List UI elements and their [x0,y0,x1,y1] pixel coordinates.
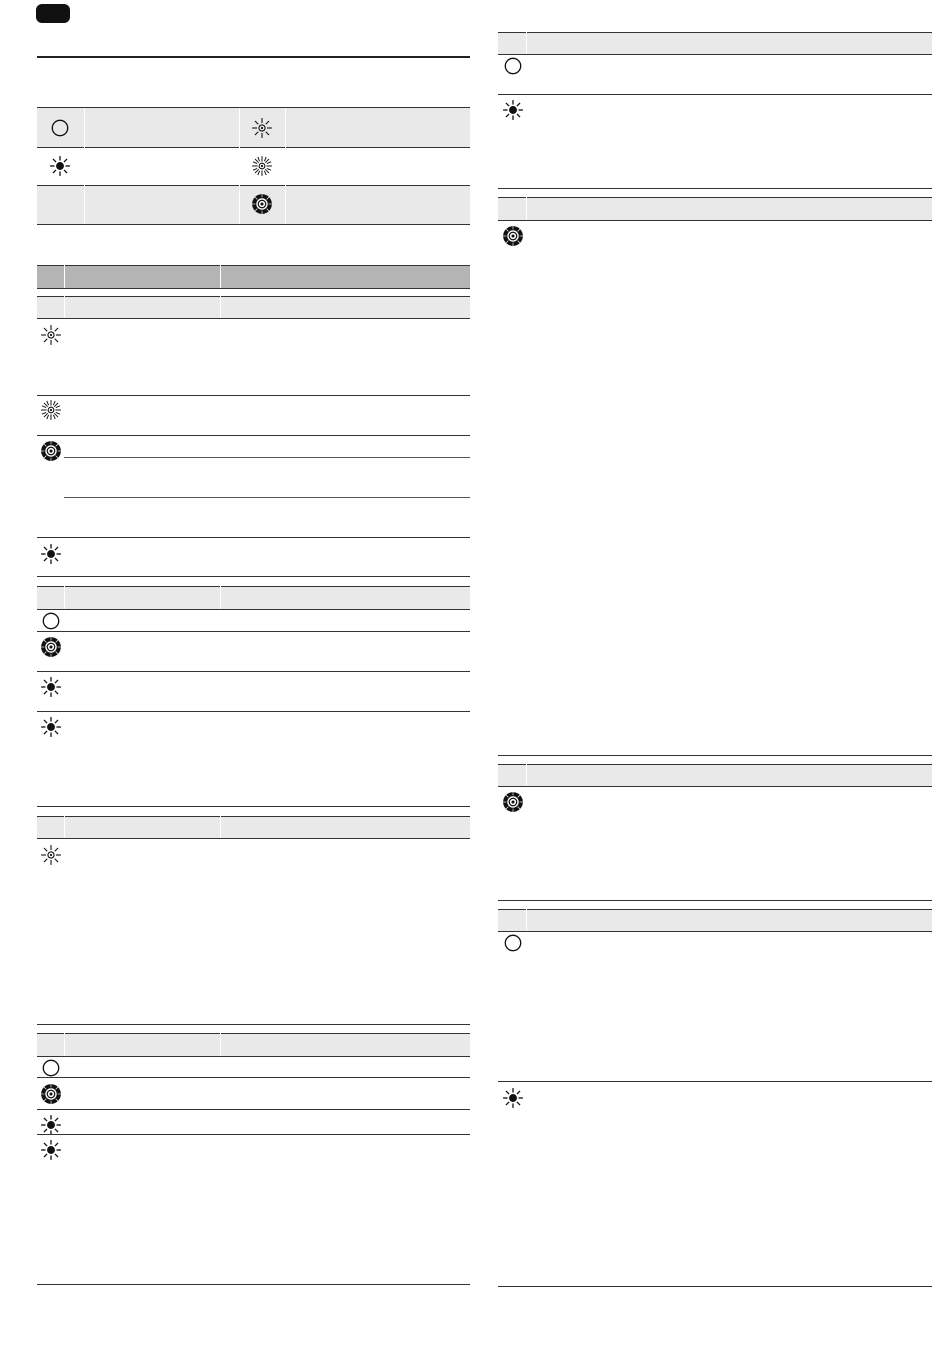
divider [498,786,932,787]
led-off-icon [40,610,62,632]
led-on-icon [40,543,62,565]
led-flicker-icon [40,1083,62,1105]
section-band [498,909,932,931]
section-col-divider [64,586,65,609]
legend-col-divider [239,108,240,224]
led-slow-blink-icon [40,324,62,346]
led-on-icon [49,155,71,177]
section-col-divider [526,32,527,54]
led-on-icon [40,716,62,738]
title-rule [37,56,470,58]
divider [37,586,470,587]
divider [37,1284,470,1285]
divider [37,576,470,577]
led-flicker-icon [40,440,62,462]
led-on-icon [502,1087,524,1109]
section-col-divider [220,296,221,318]
divider [498,197,932,198]
section-band [498,32,932,54]
divider [498,900,932,901]
divider [498,188,932,189]
divider [498,755,932,756]
left-column [37,0,470,1360]
led-flicker-icon [40,636,62,658]
divider [37,265,470,266]
divider [498,54,932,55]
section-band [37,816,470,838]
divider [37,1077,470,1078]
divider [37,435,470,436]
divider [37,288,470,289]
right-column [498,0,932,1360]
divider [498,32,932,33]
divider [37,806,470,807]
section-col-divider [526,197,527,220]
divider [37,1033,470,1034]
section-col-divider [64,1033,65,1056]
led-flicker-icon [251,193,273,215]
led-on-icon [40,676,62,698]
divider [37,395,470,396]
section-band [498,764,932,786]
divider [37,671,470,672]
divider [37,296,470,297]
legend-col-divider [285,108,286,224]
led-slow-blink-icon [40,844,62,866]
led-off-icon [502,932,524,954]
divider [498,764,932,765]
divider [37,1024,470,1025]
section-col-divider [220,816,221,838]
led-on-icon [40,1114,62,1136]
divider [37,711,470,712]
led-flicker-icon [502,791,524,813]
section-col-divider [64,816,65,838]
table-header [37,265,470,288]
section-col-divider [220,586,221,609]
legend-col-divider [84,108,85,224]
led-fast-blink-icon [251,155,273,177]
divider [37,816,470,817]
divider [37,537,470,538]
divider [37,224,470,225]
led-on-icon [502,99,524,121]
sub-divider [64,457,470,458]
section-col-divider [64,296,65,318]
section-band [37,1033,470,1056]
sub-divider [64,497,470,498]
divider [498,931,932,932]
divider [37,318,470,319]
header-col-divider [220,265,221,288]
section-col-divider [220,1033,221,1056]
divider [498,1081,932,1082]
divider [498,1286,932,1287]
led-off-icon [502,55,524,77]
divider [37,1109,470,1110]
section-band [37,296,470,318]
divider [37,1134,470,1135]
section-col-divider [526,909,527,931]
led-slow-blink-icon [251,117,273,139]
divider [498,909,932,910]
section-col-divider [526,764,527,786]
led-off-icon [40,1057,62,1079]
led-flicker-icon [502,225,524,247]
led-fast-blink-icon [40,399,62,421]
section-band [37,586,470,609]
section-band [498,197,932,220]
led-off-icon [49,117,71,139]
led-on-icon [40,1139,62,1161]
divider [498,94,932,95]
divider [37,631,470,632]
header-col-divider [64,265,65,288]
divider [37,609,470,610]
divider [37,838,470,839]
divider [37,1056,470,1057]
divider [37,147,470,148]
divider [498,220,932,221]
